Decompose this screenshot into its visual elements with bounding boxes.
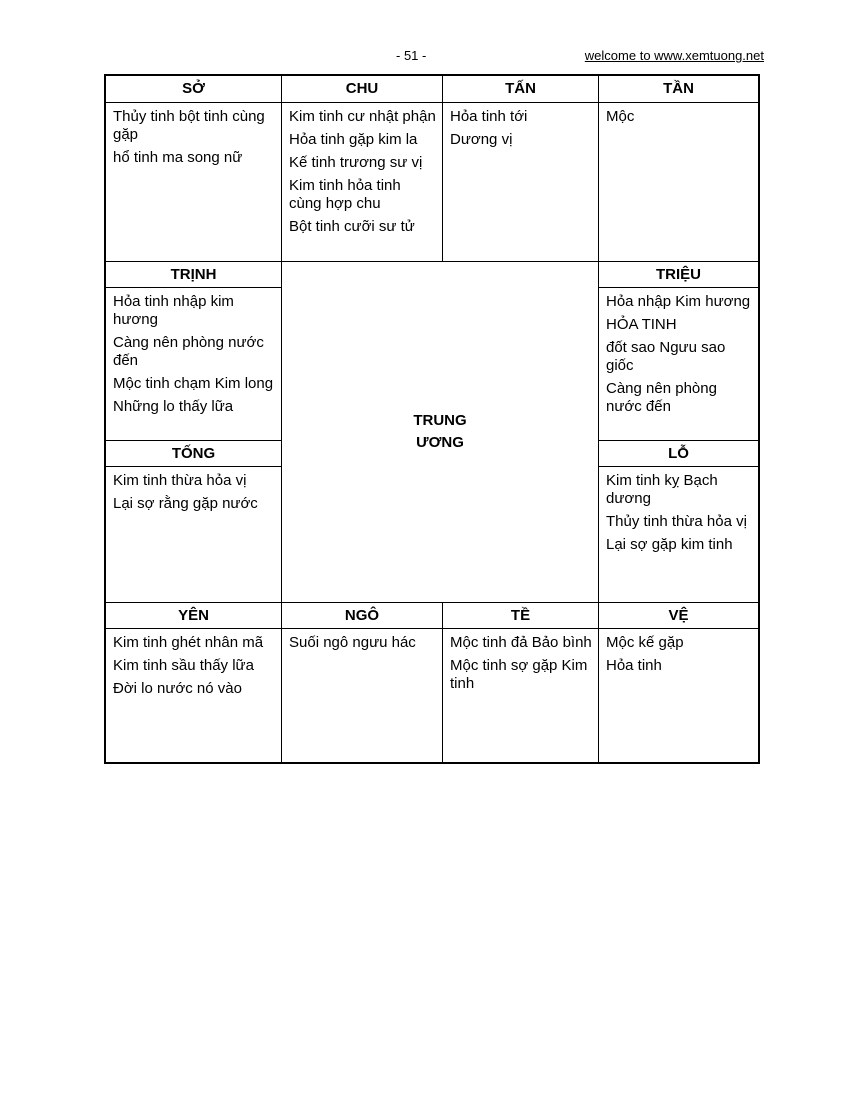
text-line: Kim tinh ghét nhân mã: [113, 634, 264, 651]
text-line: Bột tinh cưỡi sư tử: [289, 218, 415, 235]
text-line: đốt sao Ngưu sao giốc: [606, 339, 726, 374]
cell-te: [443, 629, 598, 762]
text-line: Lại sợ rằng gặp nước: [113, 495, 258, 512]
text-line: Dương vị: [450, 131, 513, 148]
text-line: Mộc kế gặp: [606, 634, 684, 651]
header-tan: TẤN: [505, 80, 536, 97]
text-line: Hỏa tinh: [606, 657, 662, 674]
header-tong: TỐNG: [171, 444, 216, 462]
cell-chu: [282, 103, 442, 261]
text-line: Càng nên phòng nước đến: [113, 334, 264, 369]
page-number: - 51 -: [396, 48, 427, 63]
text-line: hổ tinh ma song nữ: [113, 149, 243, 166]
text-line: Mộc tinh đả Bảo bình: [450, 634, 592, 651]
cell-lo: [599, 467, 758, 602]
cell-tong: [106, 467, 281, 602]
cell-trieu: [599, 288, 758, 440]
text-line: Hỏa nhập Kim hương: [606, 293, 751, 310]
center-line-1: TRUNG: [413, 412, 467, 429]
text-line: Kim tinh hỏa tinh cùng hợp chu: [289, 177, 401, 212]
text-line: Mộc tinh chạm Kim long: [113, 375, 274, 392]
text-line: Hỏa tinh nhập kim hương: [113, 293, 234, 328]
text-line: Thủy tinh bột tinh cùng gặp: [113, 108, 265, 143]
text-line: Những lo thấy lữa: [113, 398, 234, 415]
header-trieu: TRIỆU: [656, 265, 701, 283]
cell-ve: [599, 629, 758, 762]
text-line: Kế tinh trương sư vị: [289, 154, 423, 171]
text-line: Kim tinh thừa hỏa vị: [113, 472, 247, 489]
text-line: Càng nên phòng nước đến: [606, 380, 717, 415]
site-link[interactable]: welcome to www.xemtuong.net: [584, 48, 764, 63]
center-cell: [282, 262, 598, 602]
header-chu: CHU: [345, 80, 379, 97]
header-tan2: TẦN: [663, 80, 694, 97]
text-line: Đời lo nước nó vào: [113, 680, 242, 697]
text-line: Suối ngô ngưu hác: [289, 634, 416, 651]
text-line: Thủy tinh thừa hỏa vị: [606, 513, 747, 530]
header-lo: LỖ: [668, 444, 689, 462]
header-trinh: TRỊNH: [170, 265, 217, 283]
cell-trinh: [106, 288, 281, 440]
header-te: TỀ: [510, 606, 531, 624]
text-line: Kim tinh cư nhật phận: [289, 108, 436, 125]
header-ngo: NGÔ: [344, 606, 380, 624]
cell-tan: [443, 103, 598, 261]
center-line-2: ƯƠNG: [416, 434, 464, 451]
text-line: Hỏa tinh gặp kim la: [289, 131, 418, 148]
astrology-grid: [104, 74, 760, 764]
cell-tan2: [599, 103, 758, 261]
text-line: Kim tinh kỵ Bạch dương: [606, 472, 718, 507]
text-line: Mộc tinh sợ gặp Kim tinh: [450, 657, 588, 692]
cell-yen: [106, 629, 281, 762]
text-line: HỎA TINH: [606, 316, 677, 333]
header-so: SỞ: [182, 80, 205, 97]
cell-so: [106, 103, 281, 261]
text-line: Mộc: [606, 108, 635, 125]
cell-ngo: [282, 629, 442, 762]
text-line: Kim tinh sầu thấy lữa: [113, 657, 254, 674]
text-line: Lại sợ gặp kim tinh: [606, 536, 733, 553]
header-ve: VỆ: [668, 606, 689, 624]
header-yen: YÊN: [178, 606, 209, 624]
text-line: Hỏa tinh tới: [450, 108, 528, 125]
